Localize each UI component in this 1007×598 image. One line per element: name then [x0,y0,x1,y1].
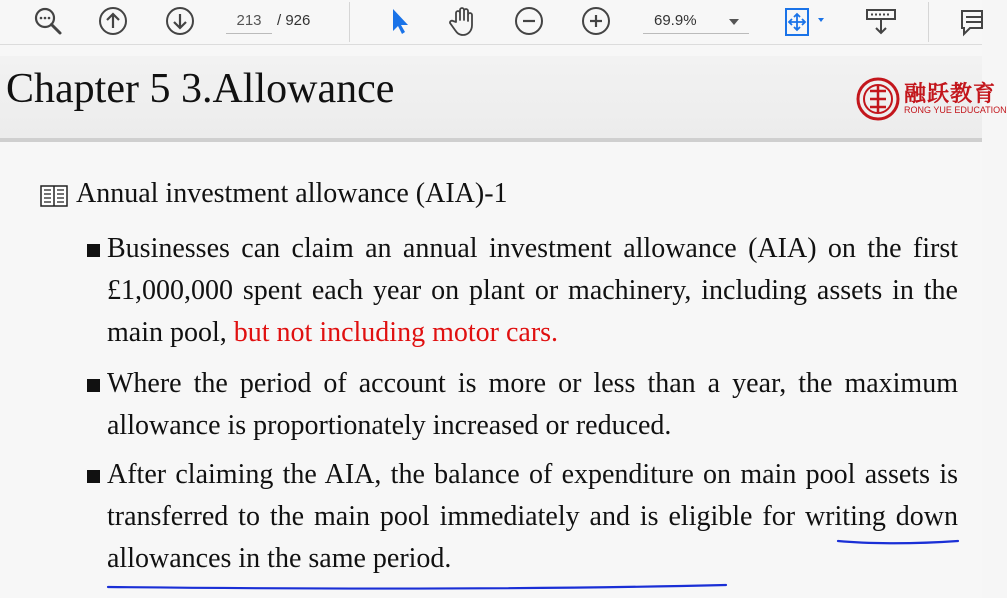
select-cursor-icon[interactable] [383,4,417,38]
chevron-down-icon [729,19,739,25]
section-heading-text: Annual investment allowance (AIA)-1 [76,178,508,209]
hand-tool-icon[interactable] [446,4,480,38]
zoom-level-value: 69.9% [654,12,697,29]
toolbar-divider [349,2,350,42]
logo-english-text: RONG YUE EDUCATION [904,105,1007,115]
page-down-icon[interactable] [163,4,197,38]
logo-chinese-text: 融跃教育 [904,82,997,107]
ink-underline-annotation[interactable] [0,45,982,598]
zoom-out-icon[interactable] [512,4,546,38]
bullet-2-text: Where the period of account is more or less than a year, the maximum allowance is proportionately increased or reduced. [107,368,958,441]
bullet-1-red-text: but not including motor cars. [233,317,559,348]
zoom-search-icon[interactable] [31,4,65,38]
chapter-title: Chapter 5 3.Allowance [6,66,395,112]
comment-icon[interactable] [956,4,982,38]
bullet-3-underlined-text: is eligible for writing down allowances in the same period. [107,501,958,574]
bullet-3-text: After claiming the AIA, the balance of expenditure on main pool assets is transferred to the main pool immediately and [107,459,958,532]
pdf-toolbar [0,0,982,45]
pdf-page[interactable] [0,45,1007,598]
current-page-input[interactable]: 213 [226,8,272,34]
fit-page-icon[interactable] [780,4,832,38]
toolbar-divider [928,2,929,42]
zoom-level-select[interactable] [643,8,749,34]
page-up-icon[interactable] [96,4,130,38]
zoom-in-icon[interactable] [579,4,613,38]
scroll-mode-icon[interactable] [864,4,898,38]
total-pages-label: / 926 [277,12,311,29]
bullet-1-text: Businesses can claim an annual investment allowance (AIA) on the first £1,000,000 spent each year on plant or machinery, including assets in the main pool, [107,233,958,348]
